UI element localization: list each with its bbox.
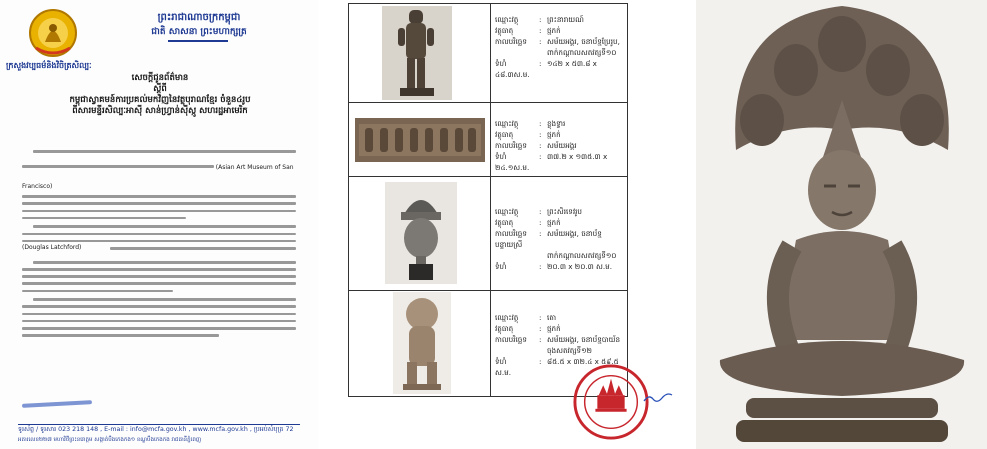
info-line: កាលបរិច្ឆេទ : សម័យអង្គរ, ចនាប័ទ្មប្រែរូប,: [495, 37, 620, 46]
national-motto: ជាតិ សាសនា ព្រះមហាក្សត្រ: [151, 27, 247, 37]
info-line: ឈ្មោះវត្ថុ : ព្រះនារាយណ៍: [495, 15, 584, 24]
footer-address: អគារលេខ២២៧ មហាវិថីព្រះនរោត្តម សង្កាត់បឹងកេងកង១ ខណ្ឌបឹងកេងកង រាជធានីភ្នំពេញ: [18, 437, 202, 443]
footer-contact: ទូរស័ព្ទ / ទូរសារ 023 218 148 , E-mail : info@mcfa.gov.kh , www.mcfa.gov.kh , ប្រអប់សំបុត្រ 72: [18, 426, 294, 433]
vishnu-statue-photo: [382, 6, 452, 100]
deity-head-photo: [385, 182, 457, 284]
info-line: ឈ្មោះវត្ថុ : តោ: [495, 313, 557, 322]
signature-mark: [22, 400, 92, 408]
paragraph: [22, 261, 296, 292]
document-body: [22, 150, 296, 343]
press-release-page: [0, 0, 318, 449]
info-line: ពាក់កណ្ដាលសតវត្សទី១០: [547, 251, 617, 260]
info-line: វត្ថុធាតុ : ថ្មភក់: [495, 130, 561, 139]
artefact-info: [495, 118, 627, 173]
lintel-photo: [355, 118, 485, 162]
info-line: ឈ្មោះវត្ថុ : ព្រះសិរទេវរូប: [495, 207, 582, 216]
info-line: ពាក់កណ្ដាលសតវត្សទី១០: [547, 48, 617, 57]
official-seal-icon: [572, 363, 650, 441]
info-line: កាលបរិច្ឆេទ : សម័យអង្គរ: [495, 141, 577, 150]
artefact-image-cell: [349, 4, 491, 102]
doc-type: សេចក្តីជូនព័ត៌មាន: [131, 73, 189, 83]
paragraph: [22, 298, 296, 337]
doc-subject-line-2: ពីសារមន្ទីរសិល្បៈអាស៊ី សាន់ហ្វ្រាន់ស៊ីស្កូ សហរដ្ឋអាមេរិក: [72, 106, 248, 116]
info-line: ទំហំ : ២០.៣ x ២០.៣ ស.ម.: [495, 262, 612, 271]
info-line: ទំហំ : ៨៥.៥ x ៣២.៤ x ៥៩.៥ ស.ម.: [495, 357, 619, 377]
doc-subject-line-1: កម្ពុជាស្វាគមន៍ការប្រគល់មកវិញនៃវត្ថុបុរាណខ្មែរ ចំនួន៤រូប: [69, 95, 251, 105]
ministry-emblem-icon: [28, 8, 78, 58]
footer-divider: [18, 424, 300, 425]
info-line: វត្ថុធាតុ : ថ្មភក់: [495, 26, 561, 35]
buddha-naga-photo: [696, 0, 987, 449]
person-name-en: (Douglas Latchford): [22, 243, 82, 251]
artefact-row-vishnu: [349, 4, 627, 103]
paragraph: [22, 150, 296, 219]
ministry-name: ក្រសួងវប្បធម៌និងវិចិត្រសិល្បៈ: [6, 61, 92, 70]
artefact-info: [495, 14, 627, 80]
info-line: ឈ្មោះវត្ថុ : ខ្លុងទ្វារ: [495, 119, 566, 128]
info-line: ទំហំ : ៣៧.២ x ១៣៥.៣ x ២៤.១ស.ម.: [495, 152, 608, 172]
info-line: កាលបរិច្ឆេទ : សម័យអង្គរ, ចនាប័ទ្មបាយ័ន: [495, 335, 621, 344]
document-title-block: [20, 73, 300, 117]
info-line: ចុងសតវត្សទី១២: [547, 346, 592, 355]
artefact-table: [348, 3, 628, 397]
paragraph: [22, 225, 296, 255]
info-line: វត្ថុធាតុ : ថ្មភក់: [495, 218, 561, 227]
artefact-image-cell: [349, 290, 491, 396]
artefact-row-lintel: [349, 102, 627, 177]
artefact-info: [495, 206, 627, 272]
motto-divider: [168, 40, 228, 42]
museum-name-en: (Asian Art Museum of San Francisco): [22, 164, 294, 191]
artefact-row-head: [349, 176, 627, 291]
artefact-image-cell: [349, 102, 491, 176]
buddha-on-naga-image: [696, 0, 987, 449]
doc-about: ស្តីពី: [153, 84, 167, 94]
artefact-image-cell: [349, 176, 491, 290]
info-line: វត្ថុធាតុ : ថ្មភក់: [495, 324, 561, 333]
kingdom-heading: ព្រះរាជាណាចក្រកម្ពុជា: [157, 12, 241, 23]
lion-statue-photo: [393, 292, 451, 394]
info-line: កាលបរិច្ឆេទ : សម័យអង្គរ, ចនាប័ទ្មបន្ទាយស្រី: [495, 229, 602, 249]
signature-icon: [643, 393, 673, 403]
info-line: ទំហំ : ១៤២ x ៥៣.៨ x ៤៨.៣ស.ម.: [495, 59, 597, 79]
